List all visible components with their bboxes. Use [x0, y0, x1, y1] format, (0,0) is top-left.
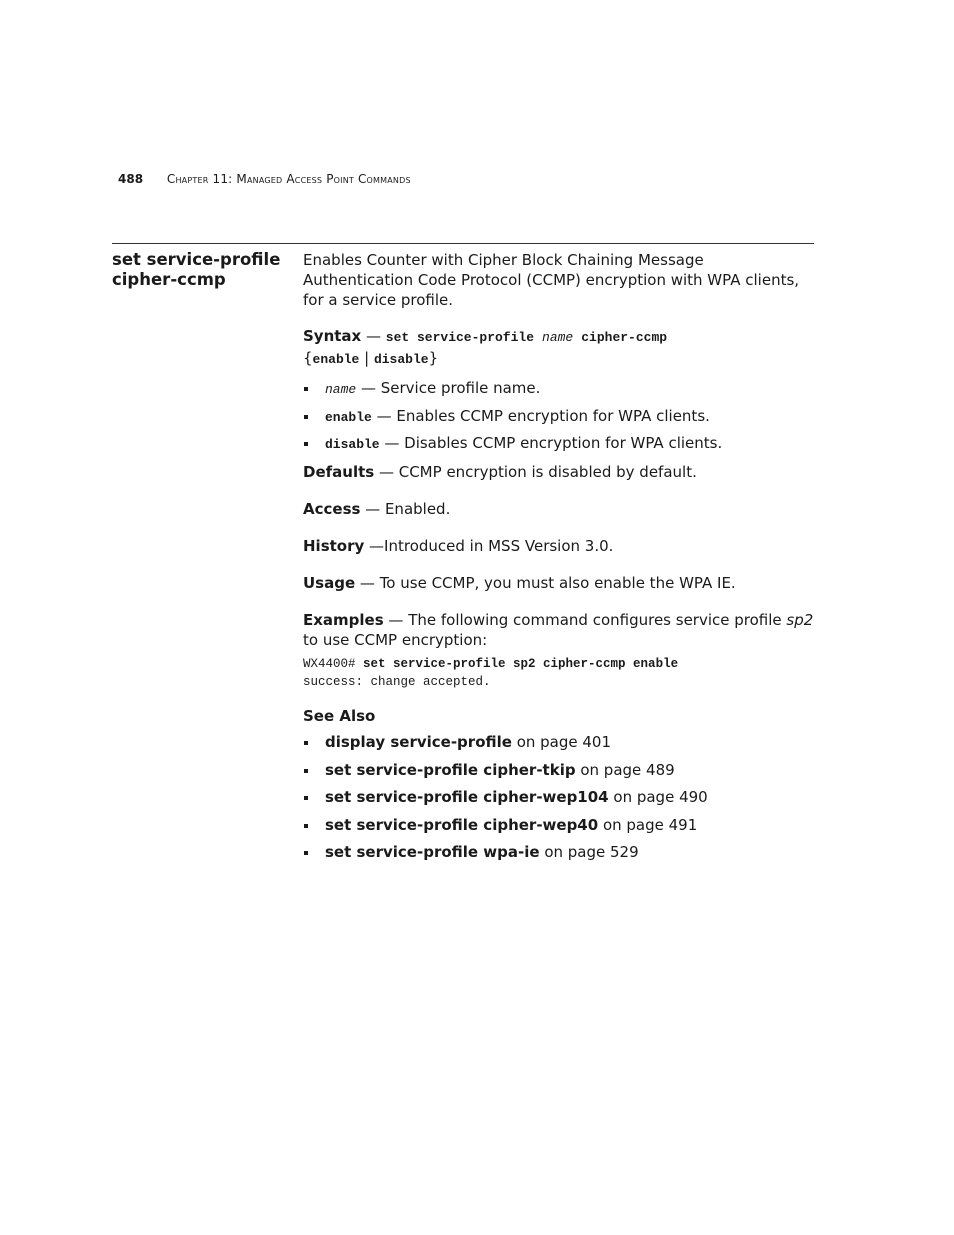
- usage-paragraph: [303, 573, 815, 593]
- command-content: [303, 250, 815, 870]
- see-also-page-ref: on page 401: [511, 733, 612, 751]
- syntax-open-brace: {: [303, 349, 313, 367]
- syntax-opt-enable: enable: [312, 352, 360, 367]
- see-also-heading: See Also: [303, 707, 376, 725]
- param-desc: — Enables CCMP encryption for WPA clients.: [371, 406, 710, 425]
- running-header: [118, 172, 411, 186]
- code-prompt: WX4400#: [303, 657, 364, 671]
- command-title-line-2: cipher-ccmp: [112, 270, 226, 289]
- see-also-command[interactable]: set service-profile cipher-tkip: [325, 760, 576, 779]
- access-label: Access: [303, 500, 361, 518]
- examples-label: Examples: [303, 611, 384, 629]
- section-divider: [112, 243, 814, 244]
- code-command: set service-profile sp2 cipher-ccmp enable: [363, 657, 679, 671]
- see-also-page-ref: on page 491: [598, 815, 698, 834]
- examples-text-after: to use CCMP encryption:: [303, 631, 488, 649]
- usage-text: — To use CCMP, you must also enable the WPA IE.: [355, 574, 736, 592]
- syntax-arg: name: [542, 330, 574, 345]
- syntax-label: Syntax: [303, 327, 362, 345]
- history-text: —Introduced in MSS Version 3.0.: [364, 537, 614, 555]
- see-also-page-ref: on page 490: [608, 788, 708, 806]
- param-desc: — Service profile name.: [356, 379, 541, 397]
- syntax-separator: |: [359, 349, 374, 367]
- see-also-item[interactable]: [303, 787, 815, 807]
- see-also-page-ref: on page 489: [575, 760, 675, 779]
- examples-paragraph: [303, 610, 815, 650]
- code-output-line: success: change accepted.: [303, 675, 491, 689]
- see-also-list: [303, 732, 815, 862]
- syntax-cmd2: cipher-ccmp: [581, 330, 668, 345]
- see-also-command[interactable]: set service-profile cipher-wep40: [325, 815, 599, 834]
- syntax-cmd: set service-profile: [385, 330, 535, 345]
- see-also-page-ref: on page 529: [539, 843, 639, 861]
- see-also-command[interactable]: set service-profile wpa-ie: [325, 843, 540, 861]
- page-number: 488: [118, 172, 144, 186]
- code-command-line: [303, 655, 815, 673]
- defaults-paragraph: [303, 462, 815, 482]
- syntax-block: [303, 326, 815, 370]
- see-also-item[interactable]: [303, 815, 815, 835]
- syntax-close-brace: }: [428, 349, 439, 367]
- list-item: [303, 378, 815, 398]
- see-also-command[interactable]: display service-profile: [325, 733, 512, 751]
- parameter-list: [303, 378, 815, 453]
- defaults-text: — CCMP encryption is disabled by default.: [374, 463, 697, 481]
- see-also-item[interactable]: [303, 760, 815, 780]
- history-label: History: [303, 537, 365, 555]
- command-title-line-1: set service-profile: [112, 250, 281, 269]
- examples-text-before: — The following command configures service profile: [383, 611, 787, 629]
- code-example: [303, 655, 815, 691]
- syntax-opt-disable: disable: [373, 352, 429, 367]
- access-text: — Enabled.: [360, 500, 451, 518]
- see-also-command[interactable]: set service-profile cipher-wep104: [325, 788, 609, 806]
- history-paragraph: [303, 536, 815, 556]
- param-term: enable: [325, 409, 372, 425]
- command-description: Enables Counter with Cipher Block Chaining Message Authentication Code Protocol (CCMP) encryption with WPA clients, for a service profile.: [303, 251, 800, 309]
- list-item: [303, 433, 815, 453]
- defaults-label: Defaults: [303, 463, 375, 481]
- chapter-title: Chapter 11: Managed Access Point Commands: [166, 172, 411, 186]
- examples-italic: sp2: [786, 611, 814, 629]
- list-item: [303, 406, 815, 426]
- command-title: [112, 250, 292, 290]
- see-also-item[interactable]: [303, 842, 815, 862]
- see-also-item[interactable]: [303, 732, 815, 752]
- access-paragraph: [303, 499, 815, 519]
- syntax-dash: —: [361, 327, 386, 345]
- usage-label: Usage: [303, 574, 356, 592]
- param-term: name: [325, 382, 357, 397]
- param-term: disable: [325, 437, 380, 452]
- param-desc: — Disables CCMP encryption for WPA clients.: [379, 434, 723, 452]
